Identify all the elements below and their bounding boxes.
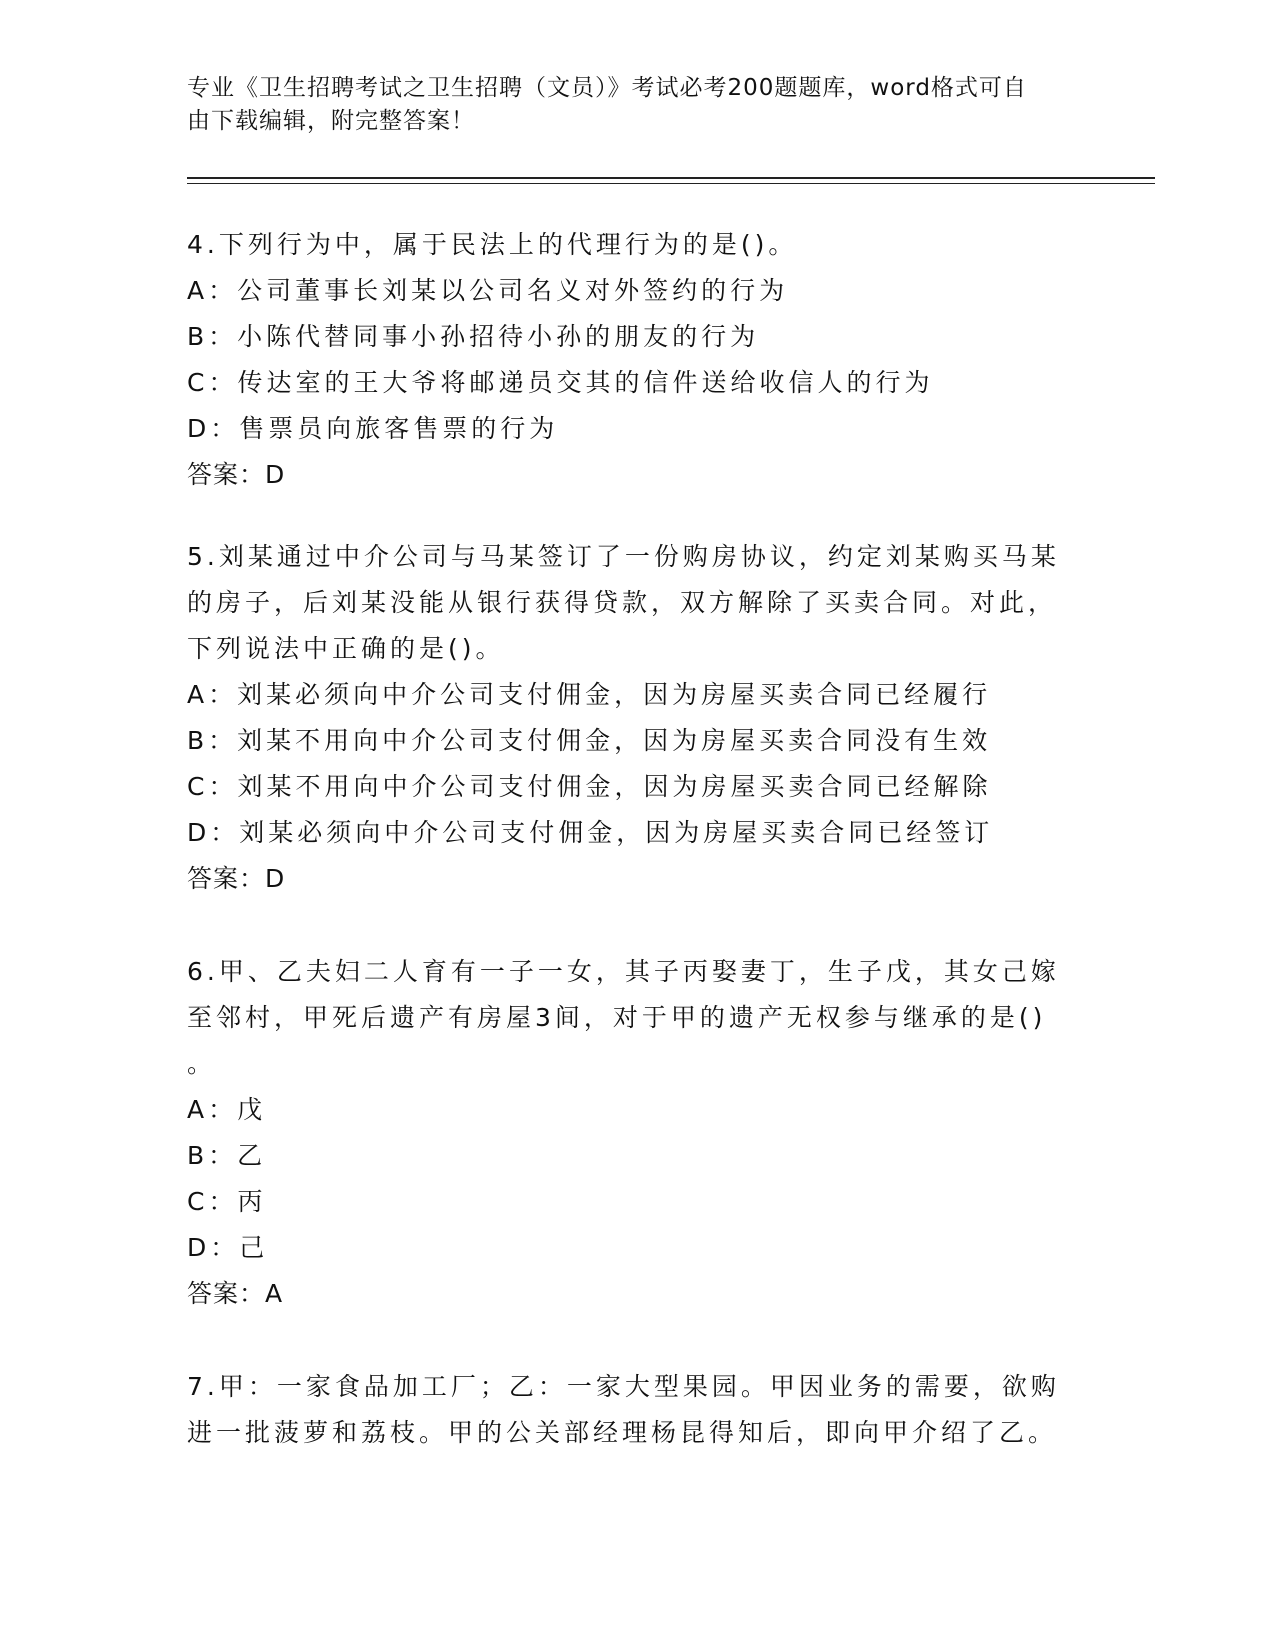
question-stem-line: 下列说法中正确的是()。 <box>187 634 505 663</box>
option-d: D：己 <box>187 1233 269 1262</box>
option-c: C：传达室的王大爷将邮递员交其的信件送给收信人的行为 <box>187 368 934 397</box>
document-header <box>187 72 1087 138</box>
question-4 <box>187 222 1087 498</box>
header-divider-thin <box>187 183 1155 184</box>
header-divider-thick <box>187 177 1155 179</box>
question-stem-line: 的房子，后刘某没能从银行获得贷款，双方解除了买卖合同。对此， <box>187 588 1058 617</box>
option-c: C：刘某不用向中介公司支付佣金，因为房屋买卖合同已经解除 <box>187 772 992 801</box>
question-stem-line: 进一批菠萝和荔枝。甲的公关部经理杨昆得知后，即向甲介绍了乙。 <box>187 1418 1058 1447</box>
option-b: B：乙 <box>187 1141 267 1170</box>
option-c: C：丙 <box>187 1187 267 1216</box>
answer-line: 答案：D <box>187 460 286 489</box>
question-stem-line: 5.刘某通过中介公司与马某签订了一份购房协议，约定刘某购买马某 <box>187 542 1060 571</box>
header-line-2: 由下载编辑，附完整答案！ <box>187 108 475 134</box>
question-stem-line: 7.甲：一家食品加工厂；乙：一家大型果园。甲因业务的需要，欲购 <box>187 1372 1060 1401</box>
option-d: D：售票员向旅客售票的行为 <box>187 414 559 443</box>
header-line-1: 专业《卫生招聘考试之卫生招聘（文员）》考试必考200题题库，word格式可自 <box>187 75 1027 101</box>
question-7 <box>187 1364 1087 1456</box>
question-stem-line: 6.甲、乙夫妇二人育有一子一女，其子丙娶妻丁，生子戊，其女己嫁 <box>187 957 1060 986</box>
option-a: A：公司董事长刘某以公司名义对外签约的行为 <box>187 276 789 305</box>
question-6 <box>187 949 1087 1317</box>
question-stem-line: 4.下列行为中，属于民法上的代理行为的是()。 <box>187 230 798 259</box>
option-a: A：戊 <box>187 1095 267 1124</box>
answer-line: 答案：D <box>187 864 286 893</box>
option-a: A：刘某必须向中介公司支付佣金，因为房屋买卖合同已经履行 <box>187 680 992 709</box>
question-stem-line: 。 <box>187 1049 217 1078</box>
option-d: D：刘某必须向中介公司支付佣金，因为房屋买卖合同已经签订 <box>187 818 994 847</box>
option-b: B：小陈代替同事小孙招待小孙的朋友的行为 <box>187 322 760 351</box>
option-b: B：刘某不用向中介公司支付佣金，因为房屋买卖合同没有生效 <box>187 726 992 755</box>
answer-line: 答案：A <box>187 1279 284 1308</box>
question-stem-line: 至邻村，甲死后遗产有房屋3间，对于甲的遗产无权参与继承的是() <box>187 1003 1047 1032</box>
question-5 <box>187 534 1087 902</box>
